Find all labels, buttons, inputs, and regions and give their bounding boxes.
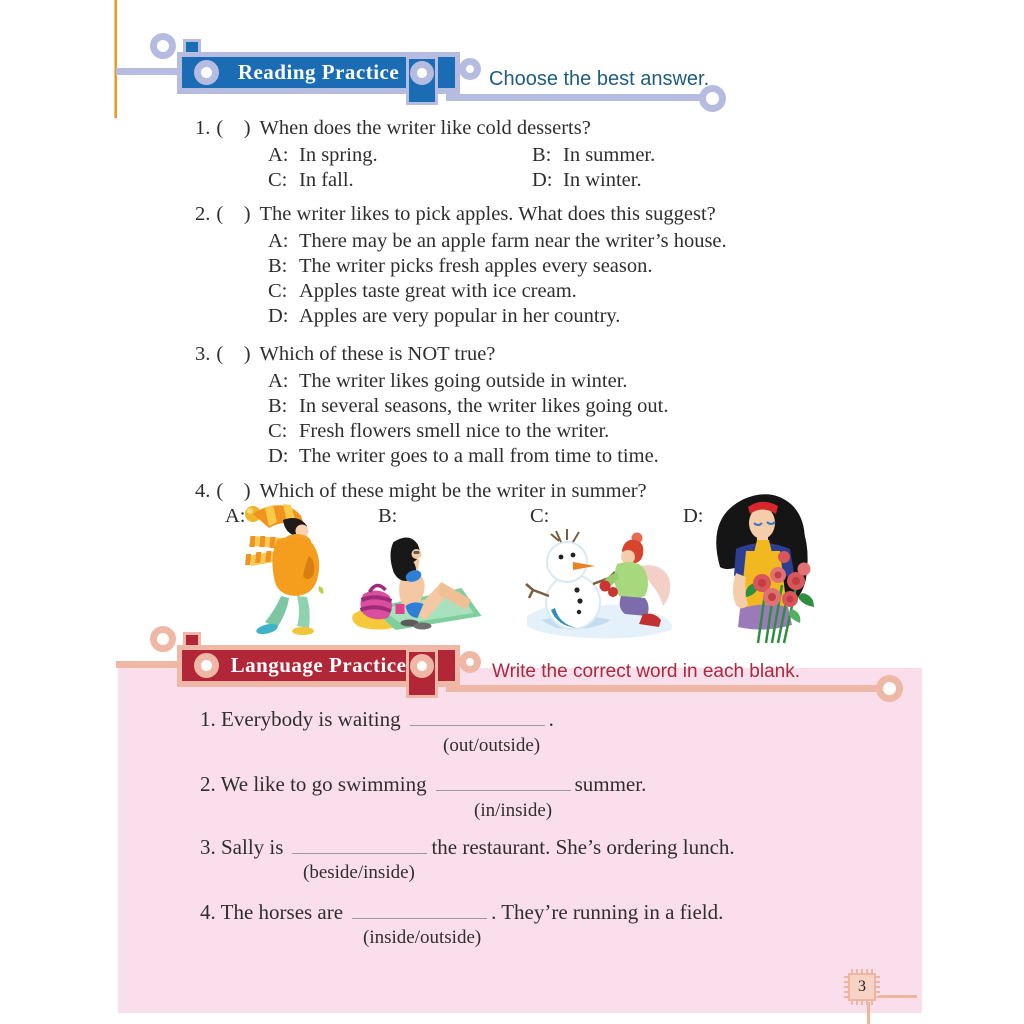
circuit-trace xyxy=(446,94,706,101)
circuit-node-icon xyxy=(410,654,434,678)
option-a: A: There may be an apple farm near the writer’s house. xyxy=(268,230,727,252)
option-d: D: In winter. xyxy=(532,169,642,191)
question-3 xyxy=(195,341,668,469)
question-text: When does the writer like cold desserts? xyxy=(259,117,591,139)
circuit-node-icon xyxy=(194,60,219,85)
image-option-b-label: B: xyxy=(378,505,398,527)
circuit-node-icon xyxy=(410,61,434,85)
word-choice-hint: (inside/outside) xyxy=(363,927,482,948)
fill-in-blank xyxy=(410,711,545,726)
fill-in-blank xyxy=(352,904,487,919)
question-number: 1. xyxy=(195,117,211,139)
winter-clothes-illustration xyxy=(238,498,340,638)
beach-sunbathing-illustration xyxy=(348,528,486,638)
circuit-node-icon xyxy=(150,626,176,652)
question-number: 2. xyxy=(195,203,211,225)
snowman-building-illustration xyxy=(520,520,682,642)
word-choice-hint: (beside/inside) xyxy=(303,862,415,883)
circuit-node-icon xyxy=(459,651,481,673)
circuit-node-icon xyxy=(459,58,481,80)
left-accent-line xyxy=(114,0,117,118)
option-b: B: The writer picks fresh apples every season. xyxy=(268,255,653,277)
language-title: Language Practice xyxy=(230,653,407,677)
circuit-node-icon xyxy=(194,653,219,678)
option-b: B: In several seasons, the writer likes going out. xyxy=(268,395,669,417)
question-text: The writer likes to pick apples. What does this suggest? xyxy=(259,203,716,225)
language-item-1: 1. Everybody is waiting . xyxy=(200,707,554,731)
image-option-d-label: D: xyxy=(683,505,704,527)
question-text: Which of these might be the writer in summer? xyxy=(259,480,647,502)
reading-instruction: Choose the best answer. xyxy=(489,68,710,90)
language-instruction: Write the correct word in each blank. xyxy=(492,661,801,682)
question-2 xyxy=(195,201,727,329)
question-text: Which of these is NOT true? xyxy=(259,343,496,365)
option-d: D: The writer goes to a mall from time to time. xyxy=(268,445,659,467)
language-item-4: 4. The horses are . They’re running in a field. xyxy=(200,900,724,924)
word-choice-hint: (in/inside) xyxy=(474,800,553,821)
answer-parentheses: ( ) xyxy=(216,203,251,225)
circuit-trace xyxy=(446,685,882,692)
circuit-trace xyxy=(879,995,917,998)
option-c: C: In fall. xyxy=(268,169,354,191)
image-option-a-label: A: xyxy=(225,505,246,527)
question-number: 4. xyxy=(195,480,211,502)
option-c: C: Apples taste great with ice cream. xyxy=(268,280,577,302)
circuit-trace xyxy=(116,661,186,668)
option-b: B: In summer. xyxy=(532,144,656,166)
option-c: C: Fresh flowers smell nice to the writer. xyxy=(268,420,610,442)
circuit-node-icon xyxy=(876,675,903,702)
image-option-c-label: C: xyxy=(530,505,550,527)
option-a: A: In spring. xyxy=(268,144,378,166)
option-d: D: Apples are very popular in her country. xyxy=(268,305,621,327)
flower-bouquet-illustration xyxy=(700,487,830,645)
word-choice-hint: (out/outside) xyxy=(443,735,541,756)
fill-in-blank xyxy=(292,839,427,854)
question-1 xyxy=(195,115,655,193)
answer-parentheses: ( ) xyxy=(216,343,251,365)
circuit-trace xyxy=(116,68,186,75)
page-number: 3 xyxy=(858,978,866,995)
language-item-2: 2. We like to go swimming summer. xyxy=(200,772,647,796)
language-item-3: 3. Sally is the restaurant. She’s ordering lunch. xyxy=(200,835,735,859)
circuit-trace xyxy=(867,1002,870,1024)
option-a: A: The writer likes going outside in winter. xyxy=(268,370,628,392)
circuit-node-icon xyxy=(150,33,176,59)
fill-in-blank xyxy=(436,776,571,791)
page-number-chip xyxy=(843,968,881,1006)
answer-parentheses: ( ) xyxy=(216,480,251,502)
answer-parentheses: ( ) xyxy=(216,117,251,139)
reading-title: Reading Practice xyxy=(237,60,400,84)
question-number: 3. xyxy=(195,343,211,365)
